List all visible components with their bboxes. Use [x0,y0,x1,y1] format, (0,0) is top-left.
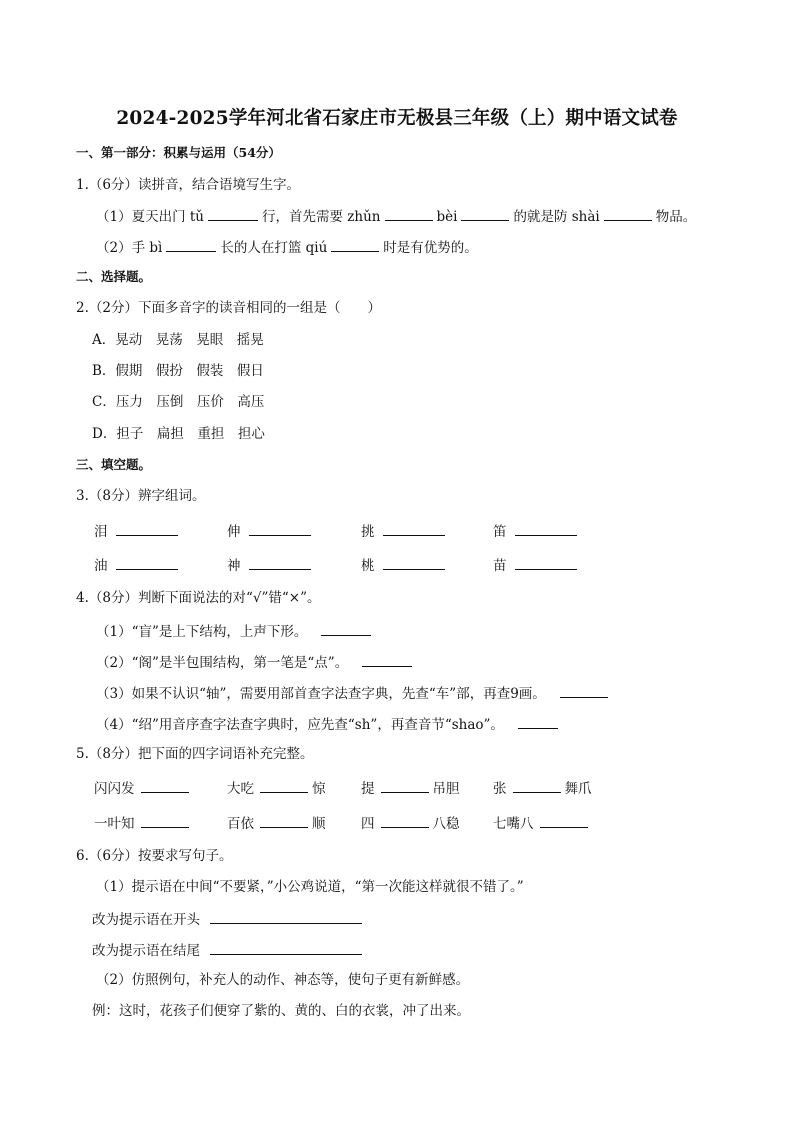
idiom-prefix: 七嘴八 [493,816,534,832]
q5-idiom [361,813,460,833]
section-heading-fill: 三、填空题。 [76,457,152,472]
q3-item [94,555,182,575]
page-title: 2024-2025学年河北省石家庄市无极县三年级（上）期中语文试卷 [116,108,678,129]
idiom-prefix: 张 [493,781,507,797]
q4-statement-4 [96,714,562,734]
answer-blank[interactable] [513,778,561,793]
answer-blank[interactable] [210,909,362,924]
answer-blank[interactable] [141,778,189,793]
answer-blank[interactable] [515,521,577,536]
answer-blank[interactable] [321,621,371,636]
idiom-prefix: 一叶知 [94,816,135,832]
idiom-suffix: 舞爪 [564,781,592,797]
answer-blank[interactable] [141,813,189,828]
answer-blank[interactable] [210,940,362,955]
answer-blank[interactable] [381,813,429,828]
q3-char: 伸 [227,524,241,540]
q3-item [361,555,449,575]
q4-text: （1）“盲”是上下结构，上声下形。 [96,624,308,640]
answer-blank[interactable] [166,237,216,252]
question-3-stem: 3.（8分）辨字组词。 [76,488,206,504]
q5-idiom [94,778,193,798]
answer-blank[interactable] [383,521,445,536]
q1-text-g: 长的人在打篮 qiú [220,240,328,256]
q6-sentence-1: （1）提示语在中间“不要紧，”小公鸡说道，“第一次能这样就很不错了。” [96,879,524,895]
q5-idiom [94,813,193,833]
answer-blank[interactable] [515,555,577,570]
q4-statement-2 [96,652,416,672]
answer-blank[interactable] [385,206,433,221]
q4-text: （2）“阁”是半包围结构，第一笔是“点”。 [96,655,349,671]
idiom-suffix: 惊 [312,781,326,797]
q4-text: （3）如果不认识“轴”，需要用部首查字法查字典，先查“车”部，再查9画。 [96,686,546,702]
q3-item [361,521,449,541]
option-c[interactable]: C．压力 压倒 压价 高压 [92,394,265,410]
idiom-suffix: 吊胆 [432,781,460,797]
answer-blank[interactable] [540,813,588,828]
q5-idiom [493,813,592,833]
idiom-suffix: 顺 [312,816,326,832]
q6-change-1 [92,909,366,929]
question-1-line-1 [96,206,696,226]
question-1-stem: 1.（6分）读拼音，结合语境写生字。 [76,177,300,193]
q1-text-b: 行，首先需要 zhǔn [262,209,381,225]
q5-idiom [227,778,326,798]
answer-blank[interactable] [383,555,445,570]
answer-blank[interactable] [518,714,558,729]
idiom-prefix: 四 [361,816,375,832]
q1-text-h: 时是有优势的。 [383,240,478,256]
answer-blank[interactable] [249,555,311,570]
section-heading-part1: 一、第一部分：积累与运用（54分） [76,145,281,160]
q3-char: 苗 [493,558,507,574]
q1-text-c: bèi [436,209,458,225]
q4-statement-3 [96,683,612,703]
q3-char: 油 [94,558,108,574]
answer-blank[interactable] [260,813,308,828]
q6-change-2 [92,940,366,960]
q4-statement-1 [96,621,375,641]
question-5-stem: 5.（8分）把下面的四字词语补充完整。 [76,746,314,762]
answer-blank[interactable] [208,206,258,221]
answer-blank[interactable] [249,521,311,536]
option-d[interactable]: D．担子 扁担 重担 担心 [92,426,265,442]
q3-item [493,521,581,541]
q3-char: 挑 [361,524,375,540]
q1-text-e: 物品。 [655,209,697,225]
q5-idiom [227,813,326,833]
question-6-stem: 6.（6分）按要求写句子。 [76,848,233,864]
answer-blank[interactable] [331,237,379,252]
answer-blank[interactable] [116,555,178,570]
q6-label: 改为提示语在结尾 [92,943,200,959]
q3-char: 桃 [361,558,375,574]
q6-sentence-2: （2）仿照例句，补充人的动作、神态等，使句子更有新鲜感。 [96,972,470,988]
q3-char: 笛 [493,524,507,540]
q3-item [227,555,315,575]
idiom-prefix: 闪闪发 [94,781,135,797]
q3-char: 神 [227,558,241,574]
option-b[interactable]: B．假期 假扮 假装 假日 [92,363,264,379]
question-4-stem: 4.（8分）判断下面说法的对“√”错“×”。 [76,590,321,606]
q3-item [493,555,581,575]
answer-blank[interactable] [260,778,308,793]
q4-text: （4）“绍”用音序查字法查字典时，应先查“sh”，再查音节“shao”。 [96,717,504,733]
q1-text-f: （2）手 bì [96,240,163,256]
answer-blank[interactable] [362,652,412,667]
answer-blank[interactable] [381,778,429,793]
answer-blank[interactable] [461,206,509,221]
idiom-suffix: 八稳 [432,816,460,832]
answer-blank[interactable] [604,206,652,221]
idiom-prefix: 百依 [227,816,254,832]
option-a[interactable]: A．晃动 晃荡 晃眼 摇晃 [92,332,264,348]
q5-idiom [493,778,592,798]
q6-example: 例：这时，花孩子们便穿了紫的、黄的、白的衣裳，冲了出来。 [92,1003,470,1019]
idiom-prefix: 提 [361,781,375,797]
q5-idiom [361,778,460,798]
answer-blank[interactable] [116,521,178,536]
q1-text-d: 的就是防 shài [513,209,600,225]
question-1-line-2 [96,237,478,257]
idiom-prefix: 大吃 [227,781,254,797]
q1-text-a: （1）夏天出门 tǔ [96,209,204,225]
question-2-stem: 2.（2分）下面多音字的读音相同的一组是（ ） [76,300,381,316]
q3-item [227,521,315,541]
q6-label: 改为提示语在开头 [92,912,200,928]
answer-blank[interactable] [560,683,608,698]
section-heading-choice: 二、选择题。 [76,269,152,284]
q3-char: 泪 [94,524,108,540]
q3-item [94,521,182,541]
